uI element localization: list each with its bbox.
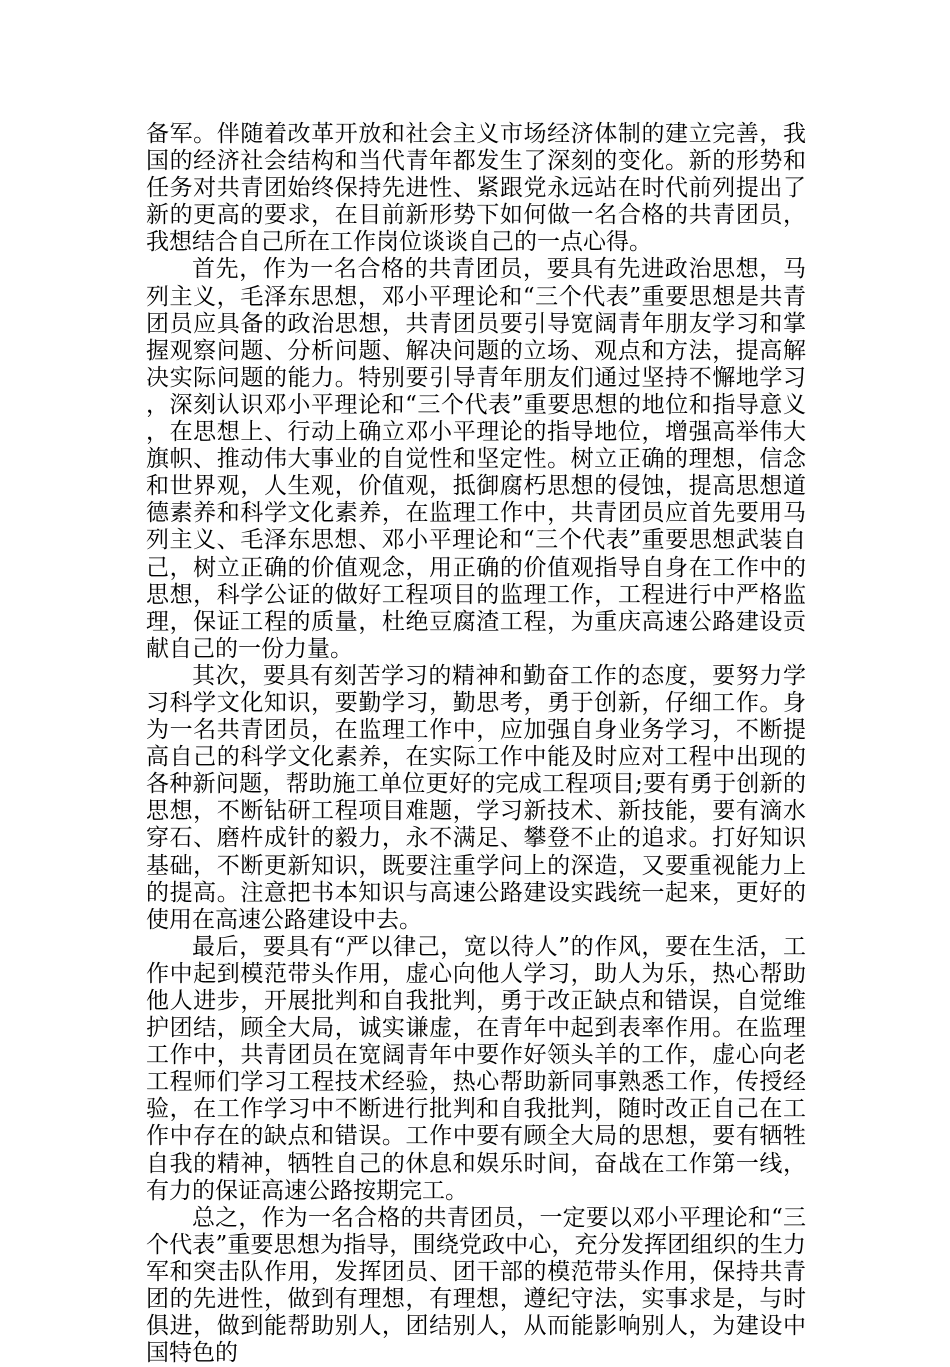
document-page	[146, 121, 806, 1367]
paragraph-second-point: 其次，要具有刻苦学习的精神和勤奋工作的态度，要努力学习科学文化知识，要勤学习，勤思考，勇于创新，仔细工作。身为一名共青团员，在监理工作中，应加强自身业务学习，不断提高自己的科学文化素养，在实际工作中能及时应对工程中出现的各种新问题，帮助施工单位更好的完成工程项目;要有勇于创新的思想，不断钻研工程项目难题，学习新技术、新技能，要有滴水穿石、磨杵成针的毅力，永不满足、攀登不止的追求。打好知识基础，不断更新知识，既要注重学问上的深造，又要重视能力上的提高。注意把书本知识与高速公路建设实践统一起来，更好的使用在高速公路建设中去。	[146, 662, 806, 933]
paragraph-intro-continuation: 备军。伴随着改革开放和社会主义市场经济体制的建立完善，我国的经济社会结构和当代青年都发生了深刻的变化。新的形势和任务对共青团始终保持先进性、紧跟党永远站在时代前列提出了新的更高的要求，在目前新形势下如何做一名合格的共青团员，我想结合自己所在工作岗位谈谈自己的一点心得。	[146, 121, 806, 256]
paragraph-conclusion: 总之，作为一名合格的共青团员，一定要以邓小平理论和“三个代表”重要思想为指导，围绕党政中心，充分发挥团组织的生力军和突击队作用，发挥团员、团干部的模范带头作用，保持共青团的先进性，做到有理想，有理想，遵纪守法，实事求是，与时俱进，做到能帮助别人，团结别人，从而能影响别人，为建设中国特色的	[146, 1204, 806, 1367]
paragraph-first-point: 首先，作为一名合格的共青团员，要具有先进政治思想，马列主义，毛泽东思想，邓小平理论和“三个代表”重要思想是共青团员应具备的政治思想，共青团员要引导宽阔青年朋友学习和掌握观察问题、分析问题、解决问题的立场、观点和方法，提高解决实际问题的能力。特别要引导青年朋友们通过坚持不懈地学习，深刻认识邓小平理论和“三个代表”重要思想的地位和指导意义，在思想上、行动上确立邓小平理论的指导地位，增强高举伟大旗帜、推动伟大事业的自觉性和坚定性。树立正确的理想，信念和世界观，人生观，价值观，抵御腐朽思想的侵蚀，提高思想道德素养和科学文化素养，在监理工作中，共青团员应首先要用马列主义、毛泽东思想、邓小平理论和“三个代表”重要思想武装自己，树立正确的价值观念，用正确的价值观指导自身在工作中的思想，科学公证的做好工程项目的监理工作，工程进行中严格监理，保证工程的质量，杜绝豆腐渣工程，为重庆高速公路建设贡献自己的一份力量。	[146, 256, 806, 662]
paragraph-third-point: 最后，要具有“严以律己，宽以待人”的作风，要在生活，工作中起到模范带头作用，虚心向他人学习，助人为乐，热心帮助他人进步，开展批判和自我批判，勇于改正缺点和错误，自觉维护团结，顾全大局，诚实谦虚，在青年中起到表率作用。在监理工作中，共青团员在宽阔青年中要作好领头羊的工作，虚心向老工程师们学习工程技术经验，热心帮助新同事熟悉工作，传授经验，在工作学习中不断进行批判和自我批判，随时改正自己在工作中存在的缺点和错误。工作中要有顾全大局的思想，要有牺牲自我的精神，牺牲自己的休息和娱乐时间，奋战在工作第一线，有力的保证高速公路按期完工。	[146, 933, 806, 1204]
